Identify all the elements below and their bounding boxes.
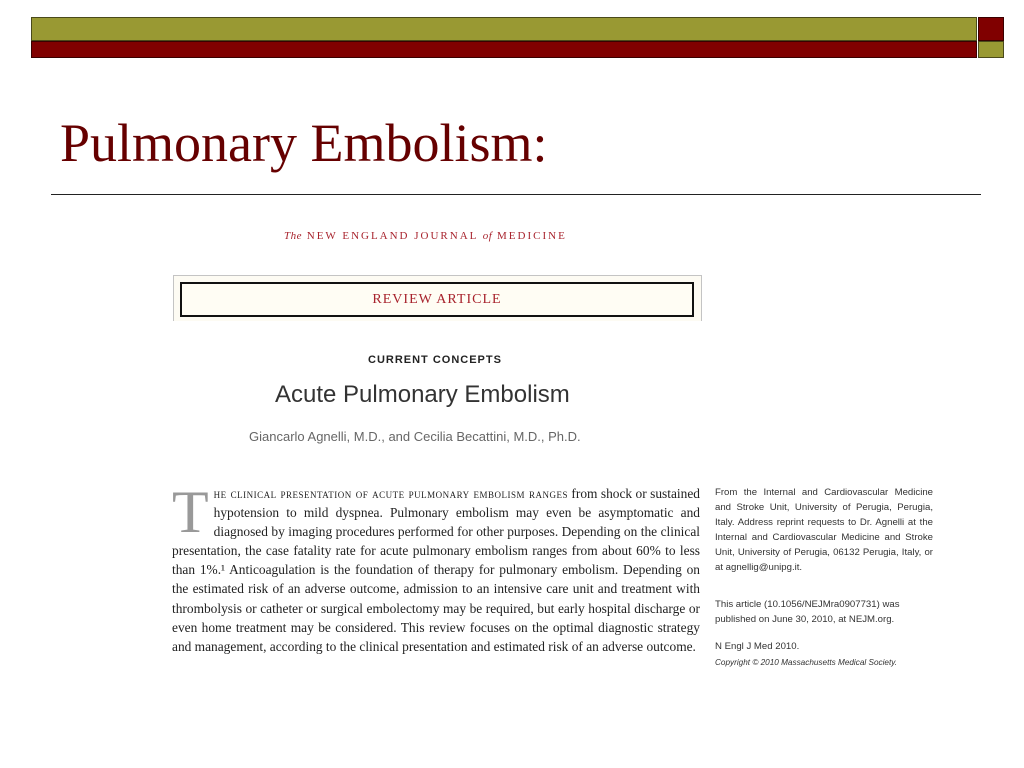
citation: N Engl J Med 2010. (715, 641, 800, 652)
header-square-maroon (978, 17, 1004, 41)
article-lead-in: he clinical presentation of acute pulmonary embolism ranges (213, 486, 568, 501)
journal-masthead (284, 230, 604, 242)
journal-name-of: of (482, 230, 493, 242)
journal-name-the: The (284, 230, 302, 242)
journal-name-medicine: MEDICINE (497, 230, 567, 242)
header-square-olive (978, 41, 1004, 58)
review-article-banner (180, 282, 694, 317)
article-body (172, 479, 700, 656)
review-article-label: REVIEW ARTICLE (372, 291, 502, 307)
slide-title: Pulmonary Embolism: (60, 113, 548, 173)
article-body-text: from shock or sustained hypotension to mild dyspnea. Pulmonary embolism may even be asymptomatic and diagnosed by imaging procedures performed for other purposes. Depending on the clinical presentation, the case fatality rate for acute pulmonary embolism ranges from about 60% to less than 1%.¹ Anticoagulation is the foundation of therapy for pulmonary embolism. Depending on the estimated risk of an adverse outcome, admission to an intensive care unit and treatment with thrombolysis or catheter or surgical embolectomy may be required, but early hospital discharge or even home treatment may be considered. This review focuses on the optimal diagnostic strategy and management, according to the clinical presentation and estimated risk of an adverse outcome. (172, 486, 700, 654)
drop-cap: T (172, 479, 209, 545)
article-authors: Giancarlo Agnelli, M.D., and Cecilia Becattini, M.D., Ph.D. (249, 429, 581, 444)
article-title: Acute Pulmonary Embolism (275, 381, 570, 408)
article-abstract (172, 479, 700, 656)
article-category: CURRENT CONCEPTS (368, 354, 502, 366)
copyright-notice: Copyright © 2010 Massachusetts Medical Society. (715, 658, 897, 667)
header-bar-olive (31, 17, 977, 41)
journal-name-main: NEW ENGLAND JOURNAL (306, 230, 478, 242)
author-affiliation: From the Internal and Cardiovascular Medicine and Stroke Unit, University of Perugia, Perugia, Italy. Address reprint requests to Dr. Agnelli at the Internal and Cardiovascular Medicine and Stroke Unit, University of Perugia, 06132 Perugia, Italy, or at agnellig@unipg.it. (715, 487, 933, 573)
title-underline (51, 194, 981, 195)
publication-note: This article (10.1056/NEJMra0907731) was published on June 30, 2010, at NEJM.org. (715, 599, 900, 625)
header-bar-maroon (31, 41, 977, 58)
